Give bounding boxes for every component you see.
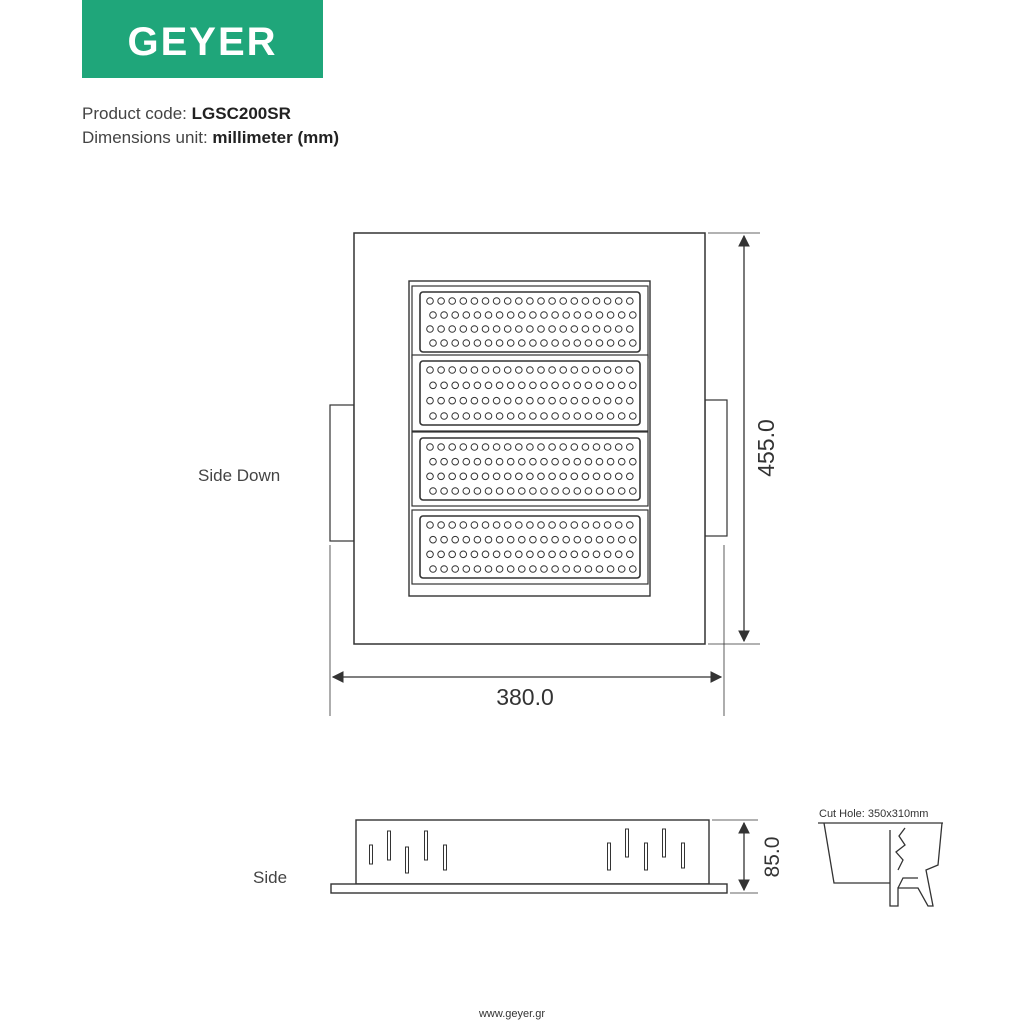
- fin: [663, 829, 666, 857]
- width-dimension-text: 380.0: [496, 684, 554, 710]
- fin: [626, 829, 629, 857]
- led-module: [412, 355, 648, 431]
- product-code-label: Product code:: [82, 104, 187, 123]
- led-module: [412, 286, 648, 358]
- depth-dimension: [712, 820, 758, 893]
- height-dimension-text: 455.0: [753, 419, 779, 477]
- side-down-label: Side Down: [198, 466, 281, 485]
- fin: [608, 843, 611, 870]
- fin: [406, 847, 409, 873]
- product-code-value: LGSC200SR: [191, 104, 291, 123]
- fin: [645, 843, 648, 870]
- cut-hole-detail: [818, 823, 943, 906]
- fin: [425, 831, 428, 860]
- fin: [370, 845, 373, 864]
- fin: [444, 845, 447, 870]
- led-modules: [412, 286, 648, 584]
- side-flange: [331, 884, 727, 893]
- led-module: [412, 432, 648, 506]
- right-bracket: [705, 400, 727, 536]
- top-view: [330, 233, 727, 644]
- fin: [388, 831, 391, 860]
- dimensions-unit-value: millimeter (mm): [212, 128, 339, 147]
- side-label: Side: [253, 868, 288, 887]
- logo-text: GEYER: [127, 20, 278, 64]
- dimensions-unit-label: Dimensions unit:: [82, 128, 208, 147]
- depth-dimension-text: 85.0: [761, 836, 784, 878]
- website-footer: www.geyer.gr: [478, 1008, 546, 1020]
- cut-hole-label: Cut Hole: 350x310mm: [819, 808, 929, 820]
- fin: [682, 843, 685, 868]
- led-module: [412, 510, 648, 584]
- side-view: [331, 820, 727, 893]
- left-bracket: [330, 405, 354, 541]
